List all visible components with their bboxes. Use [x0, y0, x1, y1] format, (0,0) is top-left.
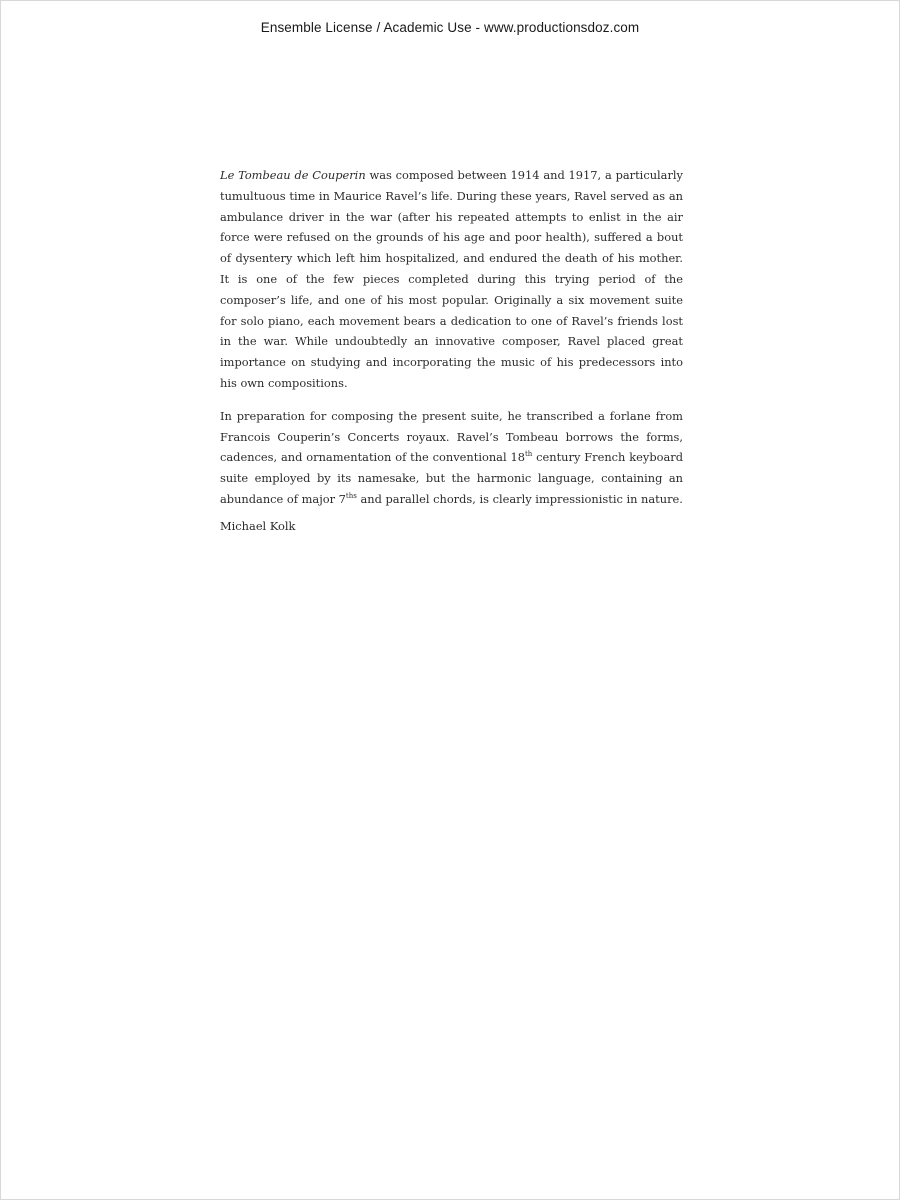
- paragraph-2-text-a: In preparation for composing the present suite, he transcribed a forlane from Francois Couperin’s Concerts royaux. Ravel’s Tombeau borrows the forms, cadences, and ornamentation of the conventional 18: [220, 408, 683, 465]
- paragraph-2-text-c: and parallel chords, is clearly impressionistic in nature.: [356, 491, 683, 506]
- superscript-ths: ths: [345, 492, 357, 501]
- work-title: Le Tombeau de Couperin: [220, 168, 366, 182]
- paragraph-2: [220, 406, 683, 510]
- paragraph-1: [220, 165, 683, 394]
- program-note: [220, 165, 683, 537]
- author-signature: Michael Kolk: [220, 518, 296, 533]
- superscript-th: th: [524, 450, 533, 459]
- paragraph-2-text-b: century French keyboard suite employed by its namesake, but the harmonic language, containing an abundance of major 7: [220, 450, 684, 506]
- paragraph-1-text: was composed between 1914 and 1917, a particularly tumultuous time in Maurice Ravel’s life. During these years, Ravel served as an ambulance driver in the war (after his repeated attempts to enlist in the air force were refused on the grounds of his age and poor health), suffered a bout of dysentery which left him hospitalized, and endured the death of his mother. It is one of the few pieces completed during this trying period of the composer’s life, and one of his most popular. Originally a six movement suite for solo piano, each movement bears a dedication to one of Ravel’s friends lost in the war. While undoubtedly an innovative composer, Ravel placed great importance on studying and incorporating the music of his predecessors into his own compositions.: [220, 168, 683, 390]
- license-header: Ensemble License / Academic Use - www.productionsdoz.com: [260, 20, 640, 35]
